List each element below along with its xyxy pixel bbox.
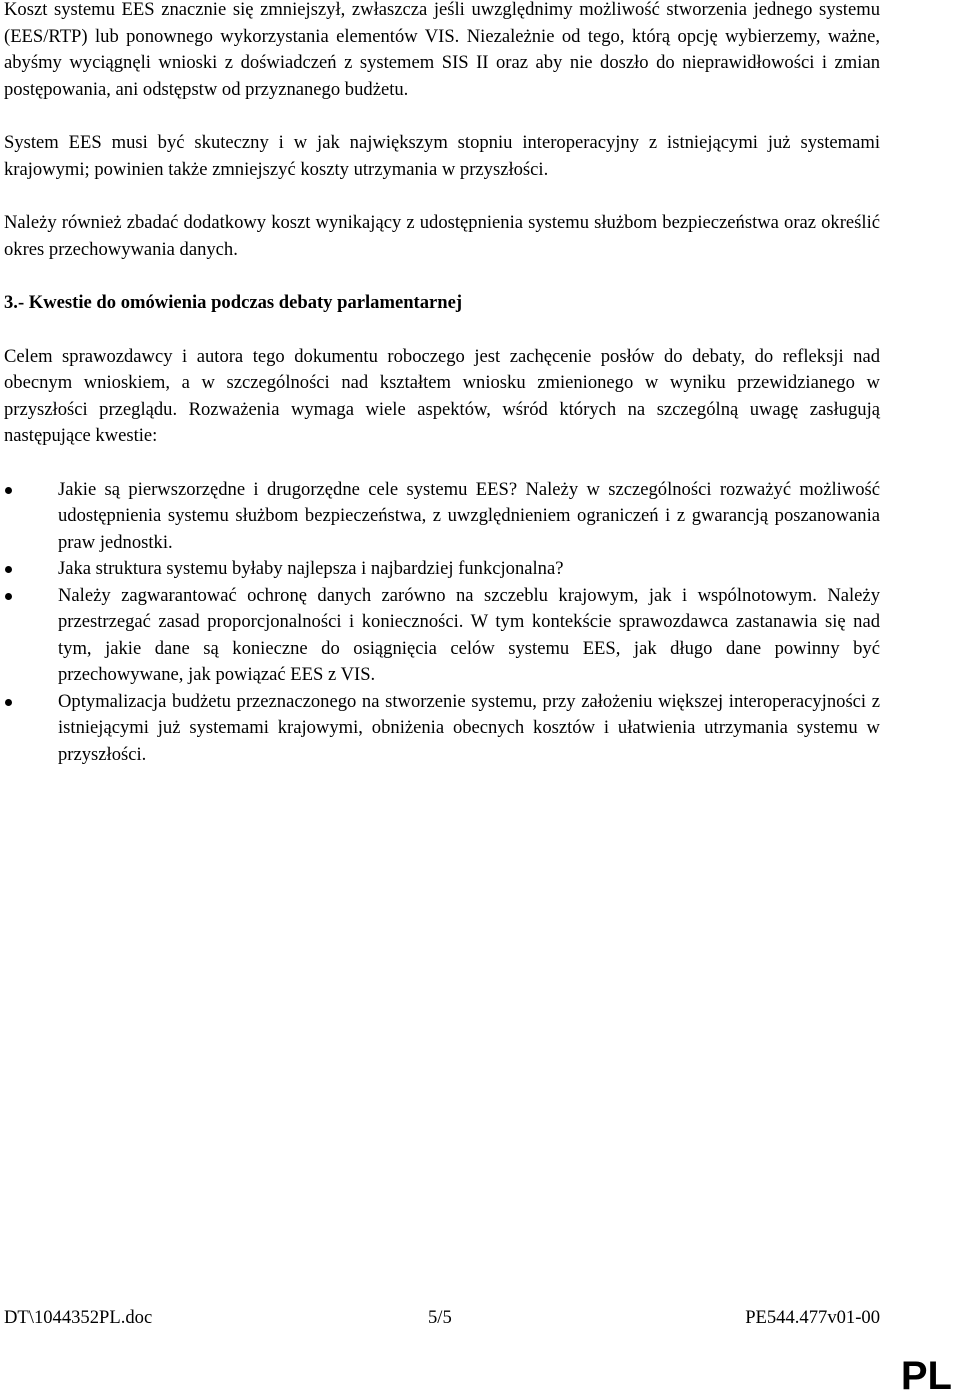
footer-page-number: 5/5 bbox=[428, 1307, 452, 1328]
list-item bbox=[4, 583, 880, 689]
list-item bbox=[4, 477, 880, 557]
bullet-icon bbox=[5, 487, 12, 494]
page-footer bbox=[4, 1305, 880, 1331]
paragraph-security-access: Należy również zbadać dodatkowy koszt wynikający z udostępnienia systemu służbom bezpieczeństwa oraz określić okres przechowywania danych. bbox=[4, 212, 880, 260]
section-intro: Celem sprawozdawcy i autora tego dokumentu roboczego jest zachęcenie posłów do debaty, do refleksji nad obecnym wnioskiem, a w szczególności nad kształtem wniosku zmienionego w wyniku przewidzianego w przyszłości przeglądu. Rozważenia wymaga wiele aspektów, wśród których na szczególną uwagę zasługują następujące kwestie: bbox=[4, 345, 880, 446]
list-item-text: Optymalizacja budżetu przeznaczonego na stworzenie systemu, przy założeniu większej interoperacyjności z istniejącymi już systemami krajowymi, obniżenia obecnych kosztów i ułatwienia utrzymania systemu w przyszłości. bbox=[58, 690, 880, 765]
document-body bbox=[4, 0, 880, 768]
list-item-text: Należy zagwarantować ochronę danych zarówno na szczeblu krajowym, jak i wspólnotowym. Należy przestrzegać zasad proporcjonalności i konieczności. W tym kontekście sprawozdawca zastanawia się nad tym, jakie dane są konieczne do osiągnięcia celów systemu EES, jak długo dane powinny być przechowywane, jak powiązać EES z VIS. bbox=[58, 584, 880, 685]
footer-pe-ref: PE544.477v01-00 bbox=[745, 1307, 880, 1328]
bullet-icon bbox=[5, 699, 12, 706]
issues-list bbox=[4, 477, 880, 769]
paragraph-interoperability: System EES musi być skuteczny i w jak największym stopniu interoperacyjny z istniejącymi już systemami krajowymi; powinien także zmniejszyć koszty utrzymania w przyszłości. bbox=[4, 132, 880, 180]
list-item bbox=[4, 689, 880, 769]
paragraph-cost: Koszt systemu EES znacznie się zmniejszył, zwłaszcza jeśli uwzględnimy możliwość stworzenia jednego systemu (EES/RTP) lub ponownego wykorzystania elementów VIS. Niezależnie od tego, którą opcję wybierzemy, ważne, abyśmy wyciągnęli wnioski z doświadczeń z systemem SIS II oraz aby nie doszło do nieprawidłowości i zmian postępowania, ani odstępstw od przyznanego budżetu. bbox=[4, 0, 880, 100]
list-item-text: Jakie są pierwszorzędne i drugorzędne cele systemu EES? Należy w szczególności rozważyć możliwość udostępnienia systemu służbom bezpieczeństwa, z uwzględnieniem ograniczeń i z gwarancją poszanowania praw jednostki. bbox=[58, 478, 880, 553]
list-item-text: Jaka struktura systemu byłaby najlepsza i najbardziej funkcjonalna? bbox=[58, 558, 564, 579]
section-heading: 3.- Kwestie do omówienia podczas debaty parlamentarnej bbox=[4, 292, 463, 313]
list-item bbox=[4, 556, 880, 583]
bullet-icon bbox=[5, 566, 12, 573]
footer-doc-ref: DT\1044352PL.doc bbox=[4, 1307, 153, 1328]
language-code: PL bbox=[900, 1354, 952, 1398]
bullet-icon bbox=[5, 593, 12, 600]
